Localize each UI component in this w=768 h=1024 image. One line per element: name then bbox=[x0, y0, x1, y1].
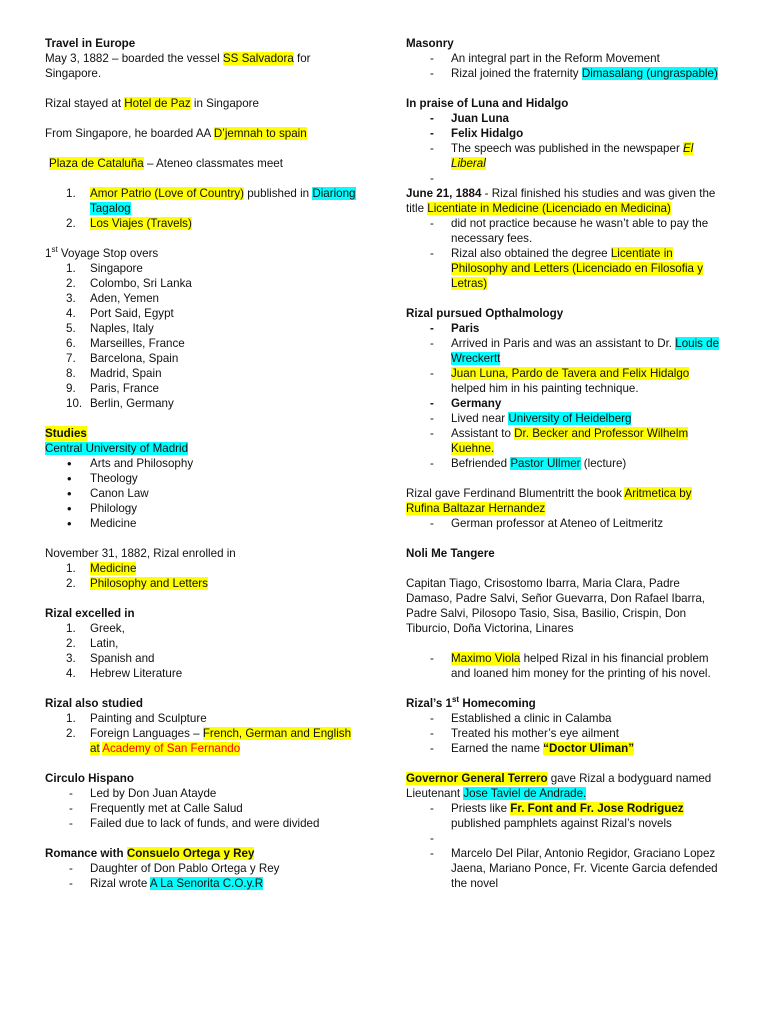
list-item: 7. Barcelona, Spain bbox=[45, 351, 360, 366]
heading-opthalmology: Rizal pursued Opthalmology bbox=[406, 307, 564, 320]
governor-paragraph: Governor General Terrero gave Rizal a bodyguard named Lieutenant Jose Taviel de Andrade. bbox=[406, 772, 712, 800]
list-item: 9. Paris, France bbox=[45, 381, 360, 396]
heading-rizal-also-studied: Rizal also studied bbox=[45, 697, 143, 710]
list-item: 6. Marseilles, France bbox=[45, 336, 360, 351]
list-item: - Felix Hidalgo bbox=[406, 126, 726, 141]
list-item: • Theology bbox=[45, 471, 360, 486]
courses-list bbox=[45, 456, 360, 531]
list-item: - Priests like Fr. Font and Fr. Jose Rodriguez published pamphlets against Rizal’s novels bbox=[406, 801, 726, 831]
highlight-university: Central University of Madrid bbox=[45, 442, 189, 455]
travel-paragraph: May 3, 1882 – boarded the vessel SS Salvadora for Singapore. bbox=[45, 52, 311, 80]
viola-list bbox=[406, 651, 726, 681]
list-item: 2. Philosophy and Letters bbox=[45, 576, 360, 591]
gave-paragraph: Rizal gave Ferdinand Blumentritt the book Aritmetica by Rufina Baltazar Hernandez bbox=[406, 487, 692, 515]
list-item: 4. Port Said, Egypt bbox=[45, 306, 360, 321]
heading-homecoming: Rizal’s 1st Homecoming bbox=[406, 695, 536, 710]
boarded-paragraph: From Singapore, he boarded AA D’jemnah to spain bbox=[45, 127, 307, 140]
june-list bbox=[406, 216, 726, 291]
list-item: - Established a clinic in Calamba bbox=[406, 711, 726, 726]
list-item-empty bbox=[406, 831, 726, 846]
list-item: - Maximo Viola helped Rizal in his financial problem and loaned him money for the printing of his novel. bbox=[406, 651, 726, 681]
list-item: - Frequently met at Calle Salud bbox=[45, 801, 360, 816]
heading-circulo-hispano: Circulo Hispano bbox=[45, 772, 134, 785]
list-item: - Juan Luna bbox=[406, 111, 726, 126]
heading-masonry: Masonry bbox=[406, 37, 454, 50]
list-item: - Led by Don Juan Atayde bbox=[45, 786, 360, 801]
opthalmology-list bbox=[406, 321, 726, 471]
list-item: • Philology bbox=[45, 501, 360, 516]
governor-list bbox=[406, 801, 726, 891]
list-item: - Germany bbox=[406, 396, 726, 411]
publications-list bbox=[45, 186, 360, 231]
highlight-academy: Academy of San Fernando bbox=[102, 742, 241, 755]
list-item: 10. Berlin, Germany bbox=[45, 396, 360, 411]
june-paragraph: June 21, 1884 - Rizal finished his studies and was given the title Licentiate in Medicine (Licenciado en Medicina) bbox=[406, 187, 716, 215]
list-item: - did not practice because he wasn’t able to pay the necessary fees. bbox=[406, 216, 726, 246]
heading-travel-in-europe: Travel in Europe bbox=[45, 37, 136, 50]
list-item: 2. Latin, bbox=[45, 636, 360, 651]
highlight-vessel: SS Salvadora bbox=[222, 52, 294, 65]
enrolled-list bbox=[45, 561, 360, 591]
voyage-heading: 1st Voyage Stop overs bbox=[45, 245, 159, 260]
romance-list bbox=[45, 861, 360, 891]
list-item-empty bbox=[406, 171, 726, 186]
heading-rizal-excelled: Rizal excelled in bbox=[45, 607, 135, 620]
list-item: - German professor at Ateneo of Leitmeritz bbox=[406, 516, 726, 531]
praise-list bbox=[406, 111, 726, 186]
highlight-hotel: Hotel de Paz bbox=[124, 97, 191, 110]
list-item: - Paris bbox=[406, 321, 726, 336]
list-item: - The speech was published in the newspaper El Liberal bbox=[406, 141, 726, 171]
voyage-stops-list bbox=[45, 261, 360, 411]
list-item: 3. Spanish and bbox=[45, 651, 360, 666]
list-item: - Assistant to Dr. Becker and Professor Wilhelm Kuehne. bbox=[406, 426, 726, 456]
list-item: - Arrived in Paris and was an assistant to Dr. Louis de Wreckertt bbox=[406, 336, 726, 366]
list-item: - Befriended Pastor Ullmer (lecture) bbox=[406, 456, 726, 471]
list-item: 4. Hebrew Literature bbox=[45, 666, 360, 681]
list-item: • Canon Law bbox=[45, 486, 360, 501]
excelled-list bbox=[45, 621, 360, 681]
list-item: 1. Painting and Sculpture bbox=[45, 711, 360, 726]
list-item: - Earned the name “Doctor Uliman” bbox=[406, 741, 726, 756]
list-item: 1. Amor Patrio (Love of Country) published in Diariong Tagalog bbox=[45, 186, 360, 216]
gave-list bbox=[406, 516, 726, 531]
list-item: - Rizal wrote A La Senorita C.O.y.R bbox=[45, 876, 360, 891]
heading-noli-me-tangere: Noli Me Tangere bbox=[406, 547, 495, 560]
list-item: - Rizal also obtained the degree Licentiate in Philosophy and Letters (Licenciado en Filosofia y Letras) bbox=[406, 246, 726, 291]
right-column bbox=[406, 36, 726, 891]
list-item: • Arts and Philosophy bbox=[45, 456, 360, 471]
list-item: - Rizal joined the fraternity Dimasalang (ungraspable) bbox=[406, 66, 726, 81]
list-item: - An integral part in the Reform Movement bbox=[406, 51, 726, 66]
highlight-ship: D’jemnah to spain bbox=[213, 127, 307, 140]
also-studied-list bbox=[45, 711, 360, 756]
list-item: 2. Colombo, Sri Lanka bbox=[45, 276, 360, 291]
left-column bbox=[45, 36, 360, 891]
list-item: - Juan Luna, Pardo de Tavera and Felix Hidalgo helped him in his painting technique. bbox=[406, 366, 726, 396]
list-item: 1. Singapore bbox=[45, 261, 360, 276]
list-item: • Medicine bbox=[45, 516, 360, 531]
heading-romance: Romance with Consuelo Ortega y Rey bbox=[45, 847, 255, 860]
list-item: 2. Foreign Languages – French, German and English at Academy of San Fernando bbox=[45, 726, 360, 756]
list-item: 5. Naples, Italy bbox=[45, 321, 360, 336]
list-item: 1. Greek, bbox=[45, 621, 360, 636]
list-item: 1. Medicine bbox=[45, 561, 360, 576]
list-item: 8. Madrid, Spain bbox=[45, 366, 360, 381]
plaza-paragraph: Plaza de Cataluña – Ateneo classmates meet bbox=[49, 157, 283, 170]
heading-praise: In praise of Luna and Hidalgo bbox=[406, 97, 569, 110]
list-item: - Lived near University of Heidelberg bbox=[406, 411, 726, 426]
list-item: - Marcelo Del Pilar, Antonio Regidor, Graciano Lopez Jaena, Mariano Ponce, Fr. Vicente Garcia defended the novel bbox=[406, 846, 726, 891]
noli-characters: Capitan Tiago, Crisostomo Ibarra, Maria Clara, Padre Damaso, Padre Salvi, Señor Guevarra, Don Rafael Ibarra, Padre Salvi, Pilosopo Tasio, Sisa, Basilio, Crispin, Don Tiburcio, Doña Victorina, Linares bbox=[406, 577, 706, 635]
heading-studies: Studies bbox=[45, 427, 87, 440]
enrolled-paragraph: November 31, 1882, Rizal enrolled in bbox=[45, 547, 236, 560]
list-item: - Daughter of Don Pablo Ortega y Rey bbox=[45, 861, 360, 876]
masonry-list bbox=[406, 51, 726, 81]
list-item: - Treated his mother’s eye ailment bbox=[406, 726, 726, 741]
list-item: 3. Aden, Yemen bbox=[45, 291, 360, 306]
homecoming-list bbox=[406, 711, 726, 756]
list-item: - Failed due to lack of funds, and were divided bbox=[45, 816, 360, 831]
circulo-list bbox=[45, 786, 360, 831]
stayed-paragraph: Rizal stayed at Hotel de Paz in Singapore bbox=[45, 97, 259, 110]
highlight-plaza: Plaza de Cataluña bbox=[49, 157, 144, 170]
list-item: 2. Los Viajes (Travels) bbox=[45, 216, 360, 231]
